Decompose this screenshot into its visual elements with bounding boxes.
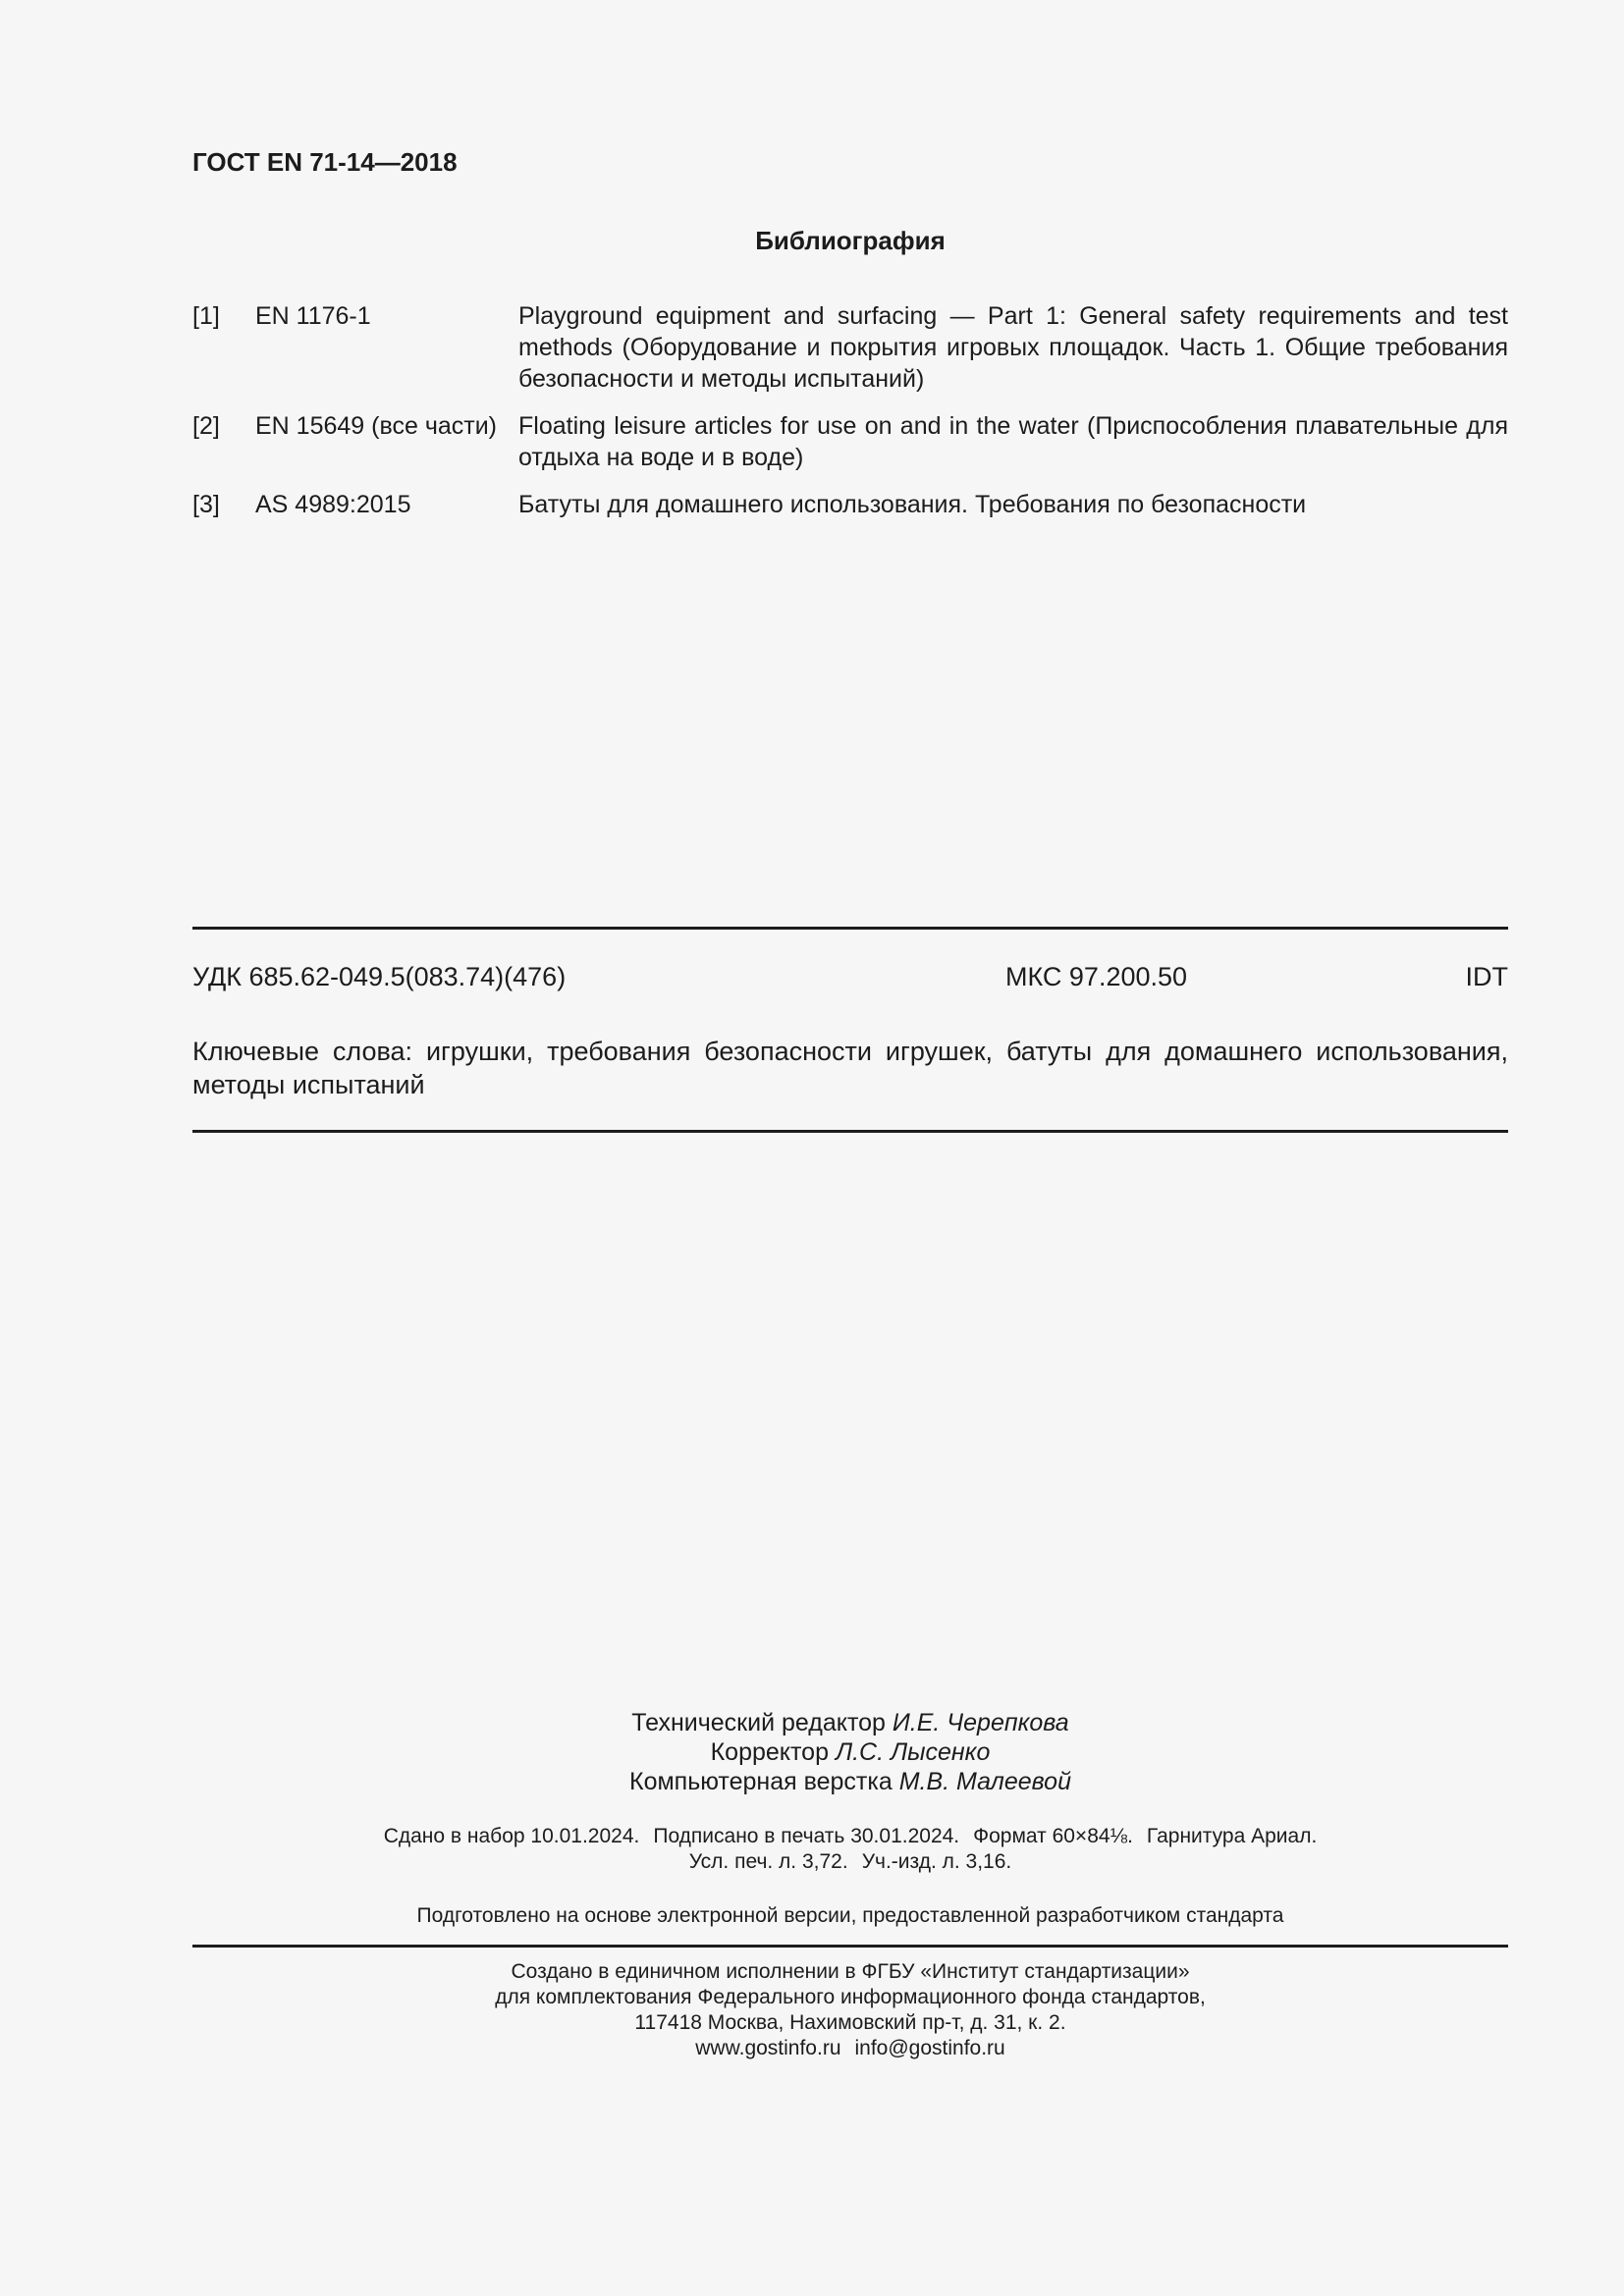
ref-number: [2] <box>192 412 220 440</box>
website-link[interactable]: www.gostinfo.ru <box>695 2037 841 2059</box>
document-page <box>192 0 1508 2296</box>
bibliography-title: Библиография <box>755 226 946 255</box>
prepared-note: Подготовлено на основе электронной версии, предоставленной разработчиком стандарта <box>416 1904 1284 1927</box>
ref-code: EN 1176-1 <box>255 302 371 330</box>
divider <box>192 1945 1508 1948</box>
divider <box>192 1130 1508 1133</box>
bibliography-item <box>192 300 1508 395</box>
corrector-line: Корректор Л.С. Лысенко <box>710 1738 991 1766</box>
ref-description: Floating leisure articles for use on and in the water (Приспособления плавательные для отдыха на воде и в воде) <box>518 412 1508 471</box>
ref-code: AS 4989:2015 <box>255 491 411 518</box>
print-sheets-line: Усл. печ. л. 3,72. Уч.-изд. л. 3,16. <box>688 1850 1012 1873</box>
classification-row <box>192 962 1508 997</box>
tech-editor-line: Технический редактор И.Е. Черепкова <box>631 1709 1069 1736</box>
mks-code: МКС 97.200.50 <box>1005 962 1188 991</box>
print-info-line: Сдано в набор 10.01.2024. Подписано в печать 30.01.2024. Формат 60×84⅛. Гарнитура Ариал. <box>383 1825 1318 1847</box>
bibliography-item <box>192 410 1508 473</box>
print-info <box>192 1824 1508 1875</box>
tech-editor-name: И.Е. Черепкова <box>892 1709 1069 1736</box>
ref-number: [1] <box>192 302 220 330</box>
corrector-name: Л.С. Лысенко <box>835 1738 991 1766</box>
email-link[interactable]: info@gostinfo.ru <box>854 2037 1005 2059</box>
idt-label: IDT <box>1465 962 1508 991</box>
divider <box>192 927 1508 930</box>
layout-line: Компьютерная верстка М.В. Малеевой <box>629 1768 1071 1795</box>
ref-code: EN 15649 (все части) <box>255 412 497 440</box>
ref-number: [3] <box>192 491 220 518</box>
layout-name: М.В. Малеевой <box>898 1768 1071 1795</box>
credits <box>192 1708 1508 1796</box>
udk-code: УДК 685.62-049.5(083.74)(476) <box>192 962 567 991</box>
ref-description: Playground equipment and surfacing — Part 1: General safety requirements and test methods (Оборудование и покрытия игровых площадок. Часть 1. Общие требования безопасности и методы испытаний) <box>518 302 1508 393</box>
document-code: ГОСТ EN 71-14—2018 <box>192 147 458 177</box>
keywords: Ключевые слова: игрушки, требования безопасности игрушек, батуты для домашнего использования, методы испытаний <box>192 1037 1508 1099</box>
bibliography-item <box>192 489 1508 520</box>
ref-description: Батуты для домашнего использования. Требования по безопасности <box>518 491 1307 518</box>
publisher-info: Создано в единичном исполнении в ФГБУ «Институт стандартизации» для комплектования Федерального информационного фонда стандартов, 117418 Москва, Нахимовский пр-т, д. 31, к. 2. www.gostinfo.ru info@gostinfo.ru <box>495 1960 1206 2059</box>
